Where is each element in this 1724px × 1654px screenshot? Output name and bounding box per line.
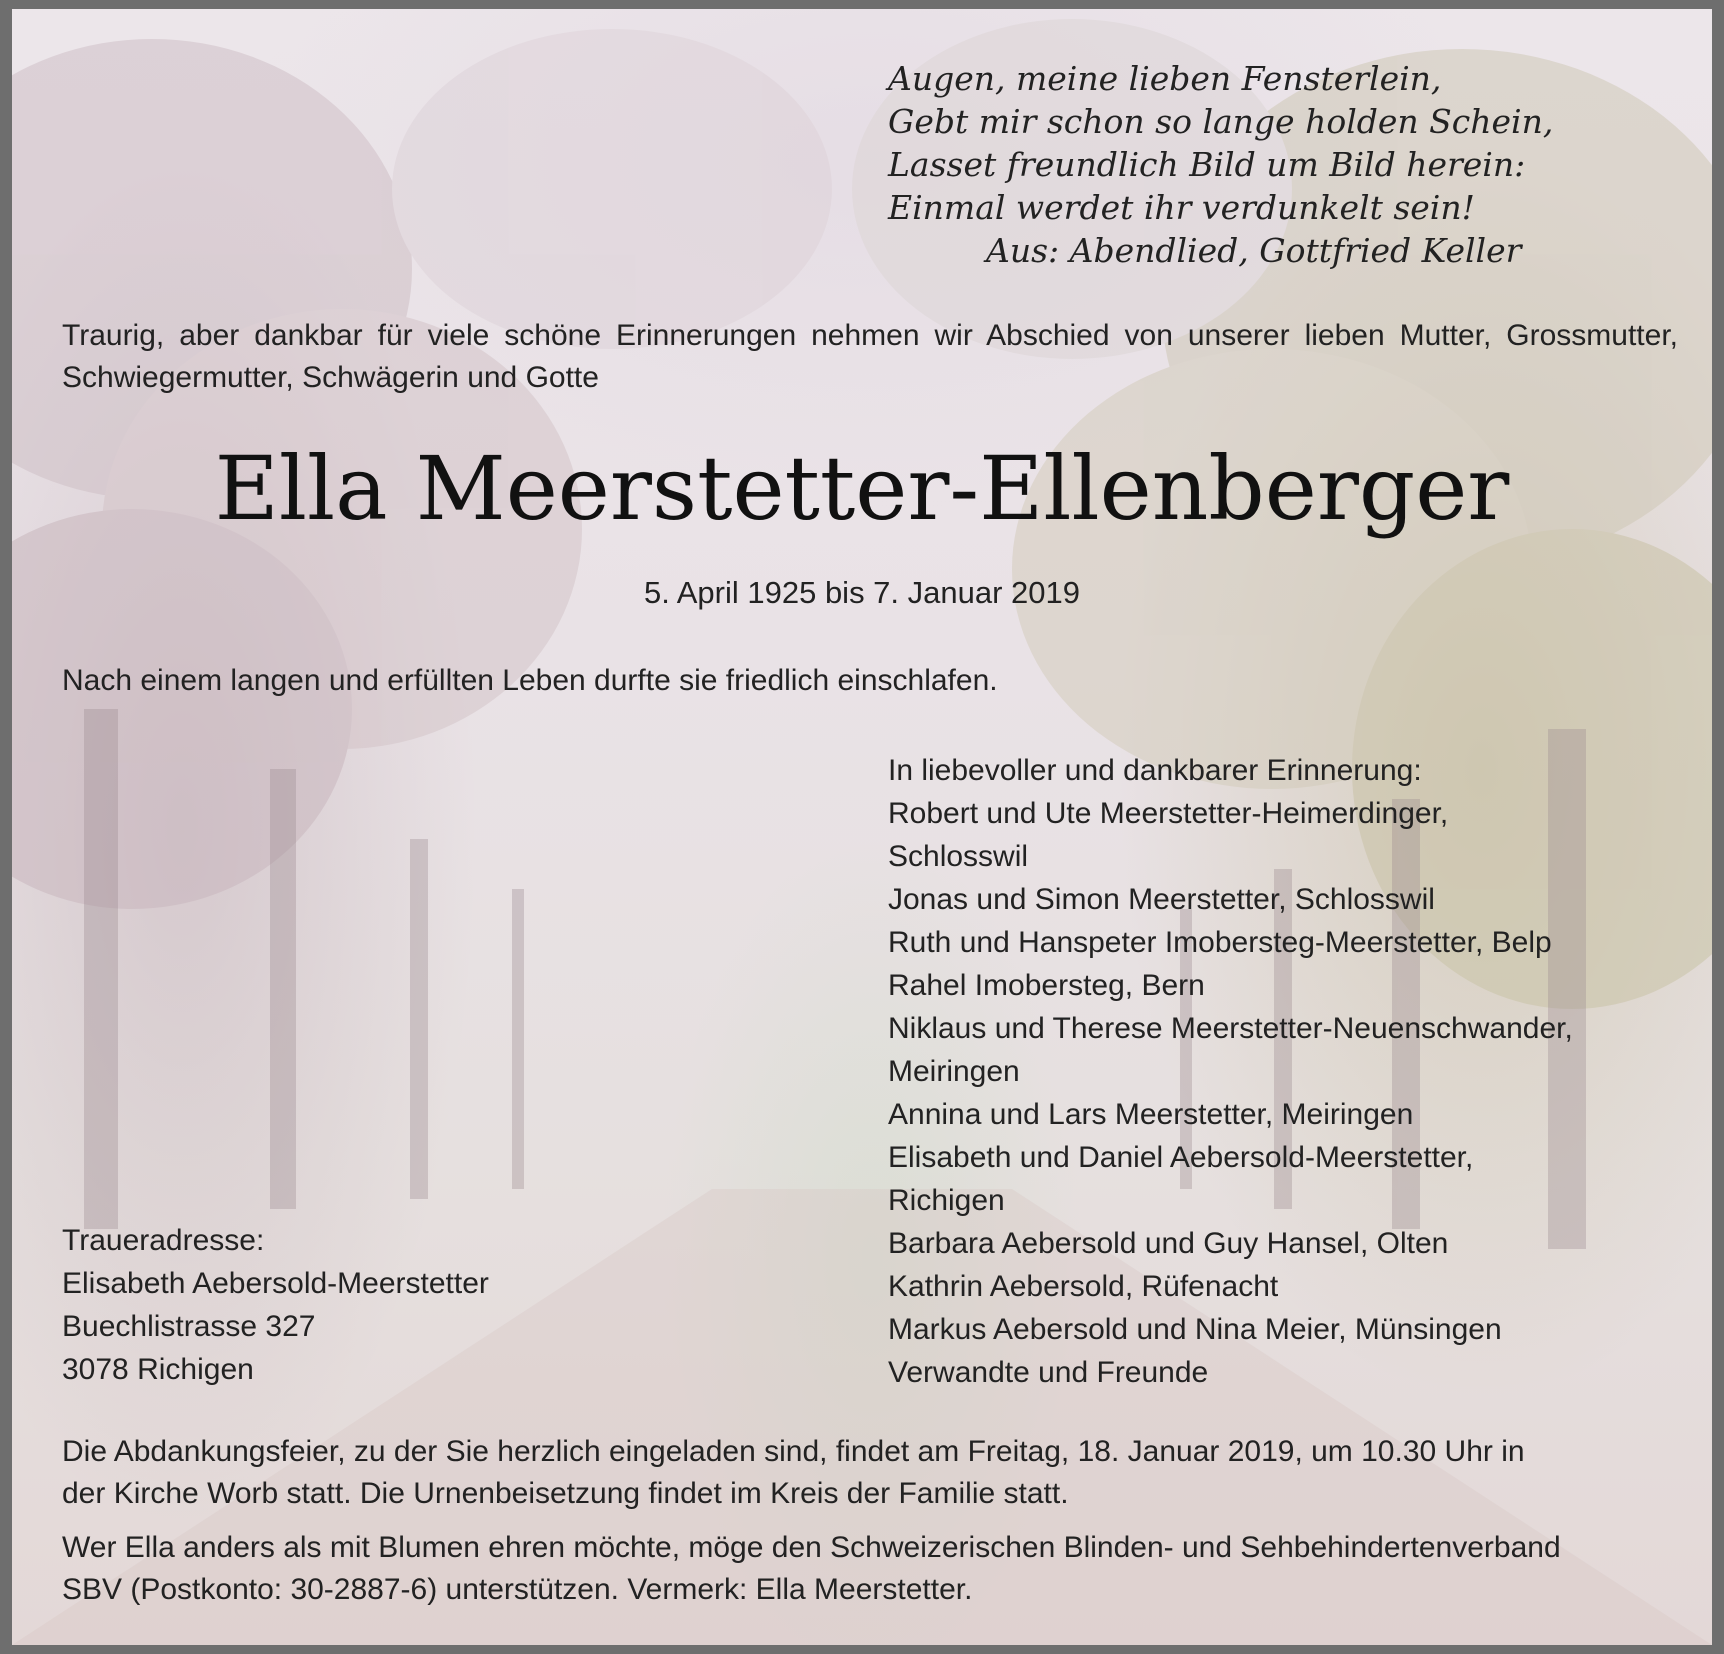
mourner-line: Jonas und Simon Meerstetter, Schlosswil [888, 883, 1435, 916]
poem-line: Gebt mir schon so lange holden Schein, [888, 102, 1554, 141]
mourner-line: Elisabeth und Daniel Aebersold-Meerstetter, [888, 1141, 1474, 1174]
intro-text: Traurig, aber dankbar für viele schöne Erinnerungen nehmen wir Abschied von unserer lieben Mutter, Grossmutter, Schwiegermutter, Schwägerin und Gotte [62, 319, 1678, 394]
address-city: 3078 Richigen [62, 1353, 254, 1386]
mourner-line: Barbara Aebersold und Guy Hansel, Olten [888, 1227, 1449, 1260]
mourner-line: Markus Aebersold und Nina Meier, Münsingen [888, 1313, 1502, 1346]
mourners-list [888, 749, 1573, 1394]
deceased-name: Ella Meerstetter-Ellenberger [214, 437, 1510, 540]
mourner-line: Niklaus und Therese Meerstetter-Neuenschwander, [888, 1012, 1573, 1045]
ceremony-notice [62, 1431, 1678, 1515]
ceremony-line: Die Abdankungsfeier, zu der Sie herzlich eingeladen sind, findet am Freitag, 18. Januar 2019, um 10.30 Uhr in [62, 1435, 1525, 1468]
life-dates: 5. April 1925 bis 7. Januar 2019 [643, 575, 1081, 610]
mourner-line: Meiringen [888, 1055, 1020, 1088]
mourner-line: Annina und Lars Meerstetter, Meiringen [888, 1098, 1414, 1131]
poem-line: Augen, meine lieben Fensterlein, [888, 59, 1442, 98]
mourner-line: Richigen [888, 1184, 1005, 1217]
mourner-line: Schlosswil [888, 840, 1029, 873]
peaceful-sentence: Nach einem langen und erfüllten Leben durfte sie friedlich einschlafen. [62, 664, 998, 697]
mourner-line: Rahel Imobersteg, Bern [888, 969, 1205, 1002]
mourner-line: Kathrin Aebersold, Rüfenacht [888, 1270, 1279, 1303]
ceremony-line: der Kirche Worb statt. Die Urnenbeisetzung findet im Kreis der Familie statt. [62, 1477, 1069, 1510]
poem-line: Einmal werdet ihr verdunkelt sein! [888, 188, 1475, 227]
mourner-line: Verwandte und Freunde [888, 1356, 1209, 1389]
address-name: Elisabeth Aebersold-Meerstetter [62, 1267, 489, 1300]
donation-notice [62, 1527, 1678, 1611]
mourner-line: Robert und Ute Meerstetter-Heimerdinger, [888, 797, 1449, 830]
mourning-address [62, 1219, 489, 1391]
donation-line: SBV (Postkonto: 30-2887-6) unterstützen. Vermerk: Ella Meerstetter. [62, 1573, 973, 1606]
address-street: Buechlistrasse 327 [62, 1310, 316, 1343]
poem-line: Lasset freundlich Bild um Bild herein: [888, 145, 1526, 184]
mourner-line: Ruth und Hanspeter Imobersteg-Meerstetter, Belp [888, 926, 1552, 959]
mourners-heading: In liebevoller und dankbarer Erinnerung: [888, 754, 1422, 787]
donation-line: Wer Ella anders als mit Blumen ehren möchte, möge den Schweizerischen Blinden- und Sehbehindertenverband [62, 1531, 1561, 1564]
poem-quote [888, 57, 1553, 272]
poem-source: Aus: Abendlied, Gottfried Keller [986, 231, 1522, 270]
address-label: Traueradresse: [62, 1224, 265, 1257]
